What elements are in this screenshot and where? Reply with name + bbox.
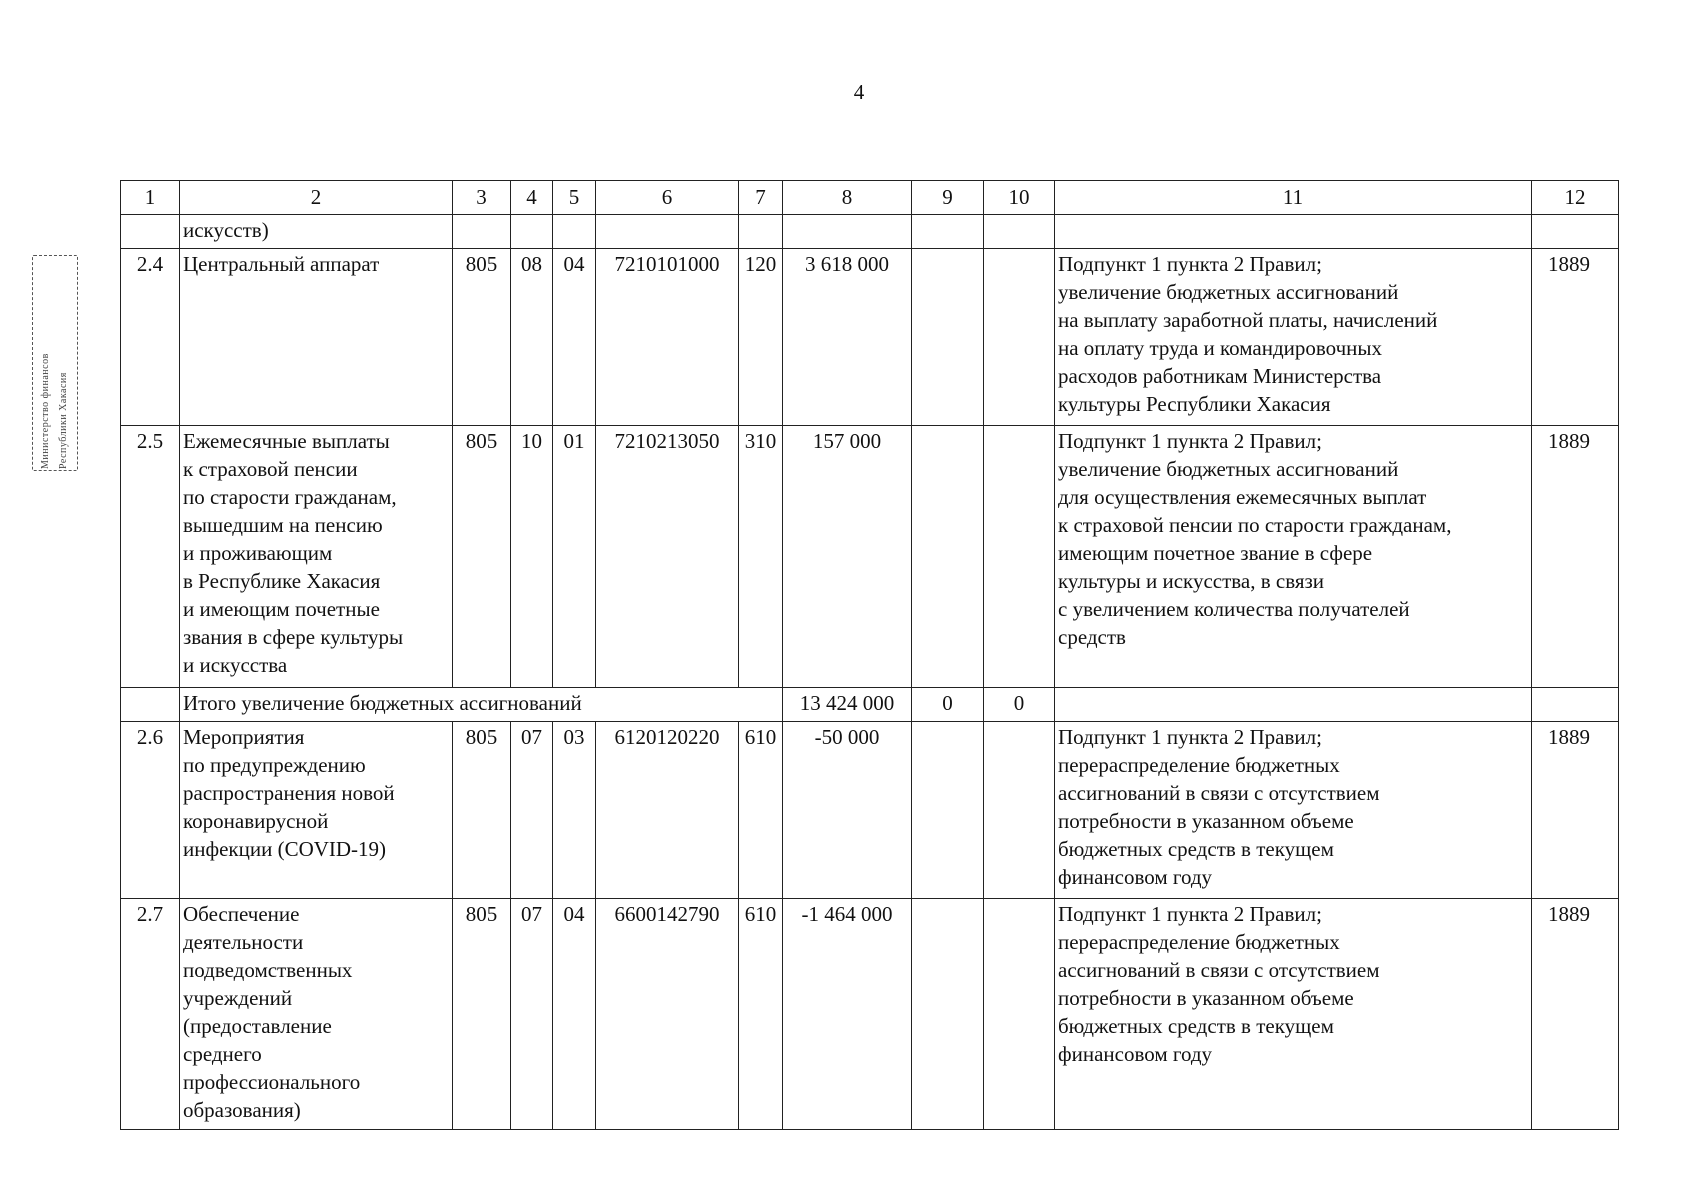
basis-text: Подпункт 1 пункта 2 Правил; перераспределение бюджетных ассигнований в связи с отсутствием потребности в указанном объеме бюджетных средств в текущем финансовом году — [1055, 722, 1532, 899]
table-cell — [553, 215, 596, 249]
code-cell: 7210213050 — [596, 426, 739, 688]
column-number: 12 — [1532, 181, 1619, 215]
amount-cell — [984, 249, 1055, 426]
code-cell: 1889 — [1532, 249, 1619, 426]
row-number: 2.4 — [121, 249, 180, 426]
amount-cell — [984, 899, 1055, 1130]
code-cell: 610 — [739, 899, 783, 1130]
code-cell: 610 — [739, 722, 783, 899]
column-number: 3 — [453, 181, 511, 215]
code-cell: 07 — [511, 899, 553, 1130]
stamp-frame — [32, 255, 78, 471]
column-number: 2 — [180, 181, 453, 215]
table-cell — [121, 215, 180, 249]
total-amount: 0 — [912, 688, 984, 722]
column-number: 5 — [553, 181, 596, 215]
table-cell — [984, 215, 1055, 249]
table-cell — [1055, 688, 1532, 722]
column-number: 8 — [783, 181, 912, 215]
amount-cell: 3 618 000 — [783, 249, 912, 426]
code-cell: 08 — [511, 249, 553, 426]
budget-allocation-table — [120, 180, 1619, 1130]
column-number: 4 — [511, 181, 553, 215]
basis-text: Подпункт 1 пункта 2 Правил; увеличение бюджетных ассигнований для осуществления ежемесячных выплат к страховой пенсии по старости гражданам, имеющим почетное звание в сфере культуры и искусства, в связи с увеличением количества получателей средств — [1055, 426, 1532, 688]
table-row — [121, 426, 1619, 688]
amount-cell: -50 000 — [783, 722, 912, 899]
code-cell: 310 — [739, 426, 783, 688]
code-cell: 07 — [511, 722, 553, 899]
amount-cell — [984, 722, 1055, 899]
total-amount: 13 424 000 — [783, 688, 912, 722]
column-number: 10 — [984, 181, 1055, 215]
basis-text: Подпункт 1 пункта 2 Правил; перераспределение бюджетных ассигнований в связи с отсутствием потребности в указанном объеме бюджетных средств в текущем финансовом году — [1055, 899, 1532, 1130]
row-number: 2.7 — [121, 899, 180, 1130]
table-cell — [121, 688, 180, 722]
code-cell: 03 — [553, 722, 596, 899]
total-row — [121, 688, 1619, 722]
column-number: 11 — [1055, 181, 1532, 215]
code-cell: 04 — [553, 899, 596, 1130]
column-number: 6 — [596, 181, 739, 215]
code-cell: 10 — [511, 426, 553, 688]
table-cell — [1055, 215, 1532, 249]
amount-cell — [912, 722, 984, 899]
code-cell: 805 — [453, 899, 511, 1130]
amount-cell: -1 464 000 — [783, 899, 912, 1130]
registration-stamp — [18, 255, 96, 469]
basis-text: Подпункт 1 пункта 2 Правил; увеличение бюджетных ассигнований на выплату заработной платы, начислений на оплату труда и командировочных расходов работникам Министерства культуры Республики Хакасия — [1055, 249, 1532, 426]
column-number: 1 — [121, 181, 180, 215]
table-cell — [1532, 688, 1619, 722]
amount-cell — [912, 899, 984, 1130]
code-cell: 120 — [739, 249, 783, 426]
code-cell: 805 — [453, 722, 511, 899]
table-cell — [783, 215, 912, 249]
column-number: 7 — [739, 181, 783, 215]
page-number: 4 — [853, 80, 865, 104]
code-cell: 1889 — [1532, 426, 1619, 688]
total-amount: 0 — [984, 688, 1055, 722]
table-cell — [511, 215, 553, 249]
code-cell: 01 — [553, 426, 596, 688]
table-cell — [912, 215, 984, 249]
code-cell: 7210101000 — [596, 249, 739, 426]
total-label: Итого увеличение бюджетных ассигнований — [180, 688, 783, 722]
expense-name: Ежемесячные выплаты к страховой пенсии по старости гражданам, вышедшим на пенсию и проживающим в Республике Хакасия и имеющим почетные звания в сфере культуры и искусства — [180, 426, 453, 688]
code-cell: 6120120220 — [596, 722, 739, 899]
row-number: 2.5 — [121, 426, 180, 688]
code-cell: 04 — [553, 249, 596, 426]
code-cell: 805 — [453, 249, 511, 426]
amount-cell — [912, 249, 984, 426]
table-cell — [739, 215, 783, 249]
table-cell — [1532, 215, 1619, 249]
code-cell: 1889 — [1532, 722, 1619, 899]
code-cell: 1889 — [1532, 899, 1619, 1130]
expense-name: Мероприятия по предупреждению распространения новой коронавирусной инфекции (COVID-19) — [180, 722, 453, 899]
amount-cell — [984, 426, 1055, 688]
code-cell: 805 — [453, 426, 511, 688]
stamp-line-2: Республики Хакасия — [58, 372, 69, 469]
table-cell — [596, 215, 739, 249]
table-cell: искусств) — [180, 215, 453, 249]
amount-cell — [912, 426, 984, 688]
amount-cell: 157 000 — [783, 426, 912, 688]
column-number: 9 — [912, 181, 984, 215]
expense-name: Центральный аппарат — [180, 249, 453, 426]
table-cell — [453, 215, 511, 249]
continuation-row — [121, 215, 1619, 249]
table-row — [121, 722, 1619, 899]
code-cell: 6600142790 — [596, 899, 739, 1130]
expense-name: Обеспечение деятельности подведомственных учреждений (предоставление среднего профессионального образования) — [180, 899, 453, 1130]
row-number: 2.6 — [121, 722, 180, 899]
table-row — [121, 899, 1619, 1130]
column-number-row — [121, 181, 1619, 215]
stamp-line-1: Министерство финансов — [40, 353, 51, 469]
table-row — [121, 249, 1619, 426]
